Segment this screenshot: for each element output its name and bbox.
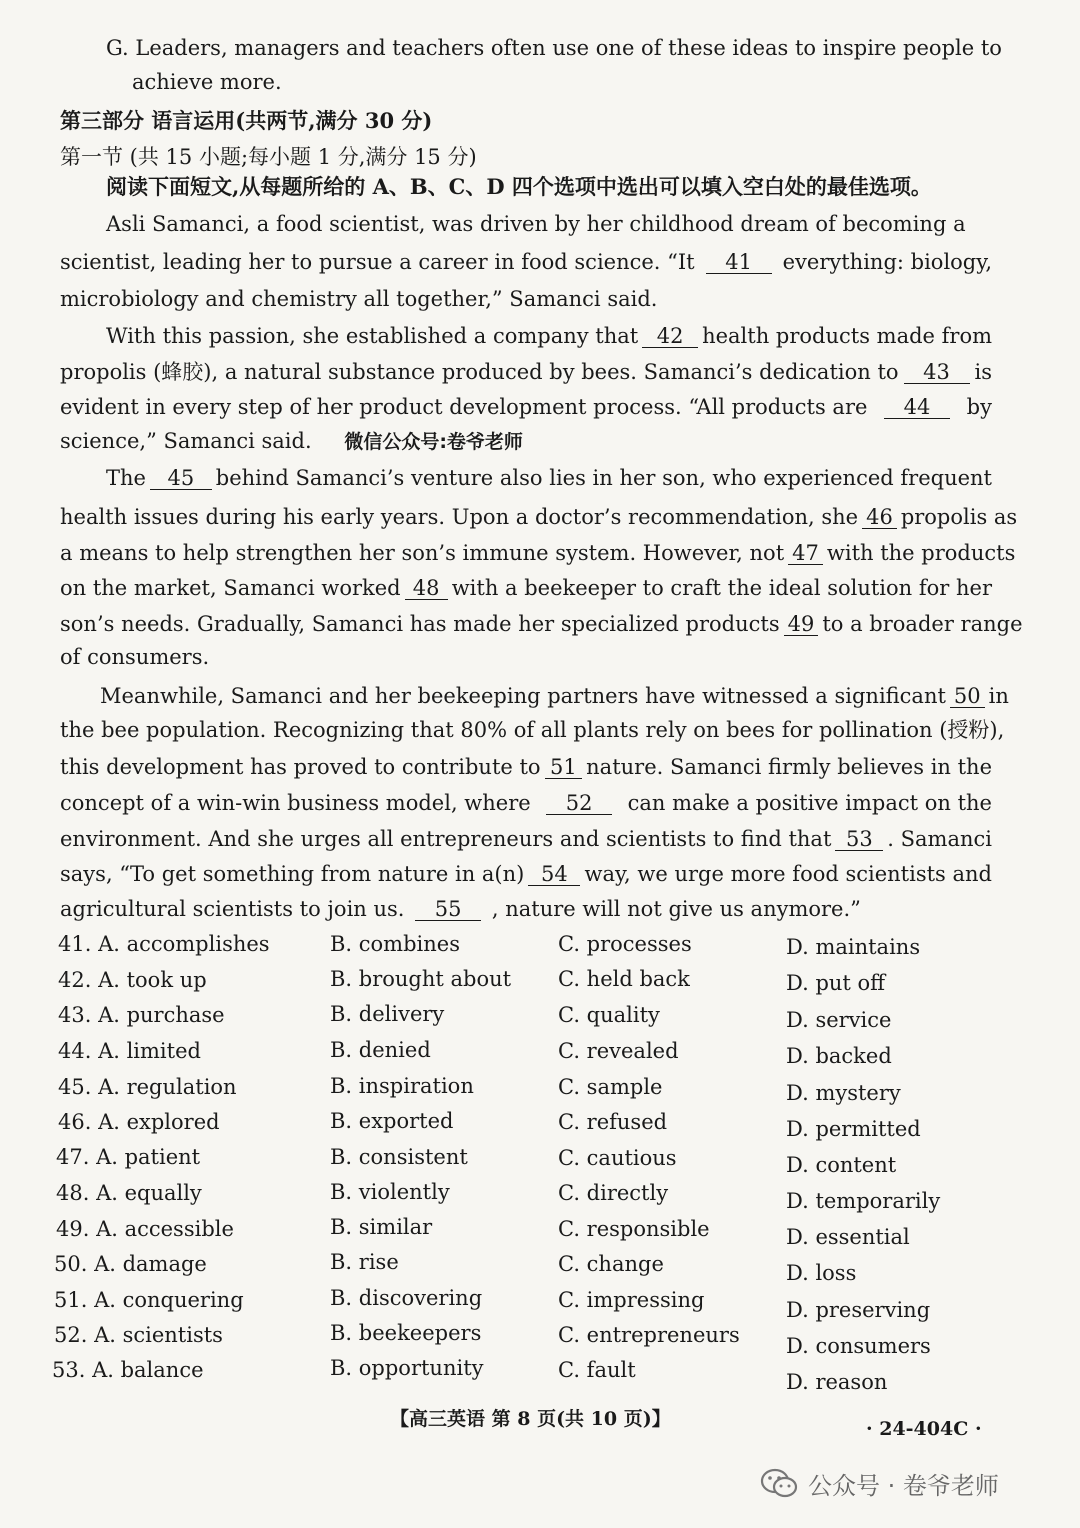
option-a: 50. A. damage xyxy=(54,1252,207,1276)
passage-text: son’s needs. Gradually, Samanci has made her specialized products xyxy=(60,612,780,636)
option-a: 46. A. explored xyxy=(58,1110,220,1134)
option-d: D. put off xyxy=(786,971,886,995)
passage-text: science,” Samanci said. xyxy=(60,429,312,453)
passage-text: propolis as xyxy=(900,505,1018,529)
option-d: D. temporarily xyxy=(786,1189,941,1213)
option-b: B. discovering xyxy=(330,1286,483,1310)
option-b: B. violently xyxy=(330,1180,450,1204)
passage-line xyxy=(60,431,523,452)
passage-text: propolis (蜂胶), a natural substance produced by bees. Samanci’s dedication to xyxy=(60,360,899,384)
option-c: C. refused xyxy=(558,1110,668,1134)
option-c: C. impressing xyxy=(558,1288,705,1312)
wechat-badge xyxy=(760,1466,999,1501)
passage-text: behind Samanci’s venture also lies in her son, who experienced frequent xyxy=(215,466,992,490)
passage-text: is xyxy=(974,360,992,384)
passage-text: With this passion, she established a company that xyxy=(106,324,639,348)
option-b: B. similar xyxy=(330,1215,433,1239)
passage-line xyxy=(60,252,992,274)
passage-text: by xyxy=(966,395,992,419)
option-a: 52. A. scientists xyxy=(54,1323,223,1347)
passage-text: says, “To get something from nature in a(n) xyxy=(60,862,525,886)
blank-54: 54 xyxy=(528,864,580,886)
passage-text: can make a positive impact on the xyxy=(627,791,992,815)
blank-55: 55 xyxy=(415,899,481,921)
passage-line xyxy=(60,718,1005,742)
blank-50: 50 xyxy=(950,686,985,708)
passage-text: The xyxy=(106,466,146,490)
blank-41: 41 xyxy=(706,252,772,274)
passage-line xyxy=(100,684,1009,708)
passage-line xyxy=(60,541,1016,565)
option-b: B. exported xyxy=(330,1109,454,1133)
passage-line xyxy=(60,899,861,921)
option-d: D. loss xyxy=(786,1261,857,1285)
option-c: C. revealed xyxy=(558,1039,679,1063)
passage-text: microbiology and chemistry all together,” Samanci said. xyxy=(60,287,658,311)
passage-text: health products made from xyxy=(702,324,992,348)
blank-43: 43 xyxy=(904,362,970,384)
passage-line xyxy=(106,214,992,235)
blank-51: 51 xyxy=(545,757,583,779)
passage-text: this development has proved to contribute to xyxy=(60,755,541,779)
exam-code: · 24-404C · xyxy=(866,1418,982,1440)
passage-line xyxy=(60,397,992,419)
watermark-text: 微信公众号:卷爷老师 xyxy=(344,431,523,453)
blank-46: 46 xyxy=(862,507,897,529)
option-a: 44. A. limited xyxy=(58,1039,201,1063)
option-d: D. permitted xyxy=(786,1117,921,1141)
passage-text: in xyxy=(988,684,1009,708)
option-d: D. maintains xyxy=(786,935,921,959)
option-a: 43. A. purchase xyxy=(58,1003,225,1027)
option-c: C. held back xyxy=(558,967,690,991)
option-g-line2: achieve more. xyxy=(132,70,282,94)
option-d: D. essential xyxy=(786,1225,910,1249)
passage-text: of consumers. xyxy=(60,645,210,669)
option-b: B. denied xyxy=(330,1038,431,1062)
blank-42: 42 xyxy=(642,326,698,348)
passage-text: on the market, Samanci worked xyxy=(60,576,401,600)
passage-line xyxy=(60,362,992,384)
part-title: 第三部分 语言运用(共两节,满分 30 分) xyxy=(60,108,433,133)
option-d: D. consumers xyxy=(786,1334,931,1358)
passage-text: nature. Samanci firmly believes in the xyxy=(586,755,992,779)
option-b: B. delivery xyxy=(330,1002,445,1026)
blank-48: 48 xyxy=(405,578,448,600)
option-c: C. quality xyxy=(558,1003,660,1027)
passage-text: a means to help strengthen her son’s immune system. However, not xyxy=(60,541,785,565)
passage-text: to a broader range xyxy=(822,612,1023,636)
option-d: D. preserving xyxy=(786,1298,931,1322)
option-d: D. mystery xyxy=(786,1081,901,1105)
passage-line xyxy=(60,757,992,779)
passage-text: with the products xyxy=(826,541,1016,565)
option-b: B. brought about xyxy=(330,967,512,991)
page-label: 【高三英语 第 8 页(共 10 页)】 xyxy=(390,1408,671,1430)
instruction: 阅读下面短文,从每题所给的 A、B、C、D 四个选项中选出可以填入空白处的最佳选项。 xyxy=(106,174,932,199)
option-c: C. sample xyxy=(558,1075,663,1099)
option-d: D. backed xyxy=(786,1044,892,1068)
passage-line xyxy=(60,864,992,886)
passage-text: scientist, leading her to pursue a career in food science. “It xyxy=(60,250,695,274)
passage-line xyxy=(60,578,992,600)
blank-53: 53 xyxy=(835,829,883,851)
option-a: 49. A. accessible xyxy=(56,1217,234,1241)
option-d: D. service xyxy=(786,1008,892,1032)
option-b: B. combines xyxy=(330,932,460,956)
option-c: C. directly xyxy=(558,1181,669,1205)
passage-line xyxy=(60,829,992,851)
option-c: C. cautious xyxy=(558,1146,677,1170)
option-c: C. change xyxy=(558,1252,664,1276)
blank-47: 47 xyxy=(788,543,823,565)
passage-line xyxy=(60,793,992,815)
passage-text: environment. And she urges all entrepreneurs and scientists to find that xyxy=(60,827,832,851)
passage-line xyxy=(60,505,1018,529)
passage-line xyxy=(60,612,1023,636)
option-b: B. inspiration xyxy=(330,1074,474,1098)
blank-52: 52 xyxy=(546,793,612,815)
option-g-line1: G. Leaders, managers and teachers often use one of these ideas to inspire people to xyxy=(106,36,1002,60)
option-a: 42. A. took up xyxy=(58,968,207,992)
blank-49: 49 xyxy=(784,614,819,636)
option-c: C. fault xyxy=(558,1358,636,1382)
wechat-label: 公众号 · 卷爷老师 xyxy=(808,1472,999,1500)
option-c: C. responsible xyxy=(558,1217,710,1241)
option-d: D. content xyxy=(786,1153,897,1177)
subsection-title: 第一节 (共 15 小题;每小题 1 分,满分 15 分) xyxy=(60,145,477,169)
option-b: B. beekeepers xyxy=(330,1321,482,1345)
passage-text: way, we urge more food scientists and xyxy=(584,862,992,886)
wechat-icon xyxy=(760,1468,798,1500)
passage-text: concept of a win-win business model, where xyxy=(60,791,531,815)
passage-line xyxy=(106,468,992,490)
option-b: B. consistent xyxy=(330,1145,468,1169)
option-a: 48. A. equally xyxy=(56,1181,202,1205)
option-c: C. processes xyxy=(558,932,692,956)
passage-text: Asli Samanci, a food scientist, was driven by her childhood dream of becoming a xyxy=(106,212,966,236)
option-c: C. entrepreneurs xyxy=(558,1323,740,1347)
passage-text: Meanwhile, Samanci and her beekeeping partners have witnessed a significant xyxy=(100,684,946,708)
passage-text: health issues during his early years. Upon a doctor’s recommendation, she xyxy=(60,505,859,529)
passage-text: with a beekeeper to craft the ideal solution for her xyxy=(451,576,992,600)
option-a: 47. A. patient xyxy=(56,1145,201,1169)
passage-text: , nature will not give us anymore.” xyxy=(491,897,861,921)
blank-44: 44 xyxy=(884,397,950,419)
passage-text: . Samanci xyxy=(887,827,992,851)
option-a: 41. A. accomplishes xyxy=(58,932,270,956)
option-d: D. reason xyxy=(786,1370,888,1394)
passage-text: everything: biology, xyxy=(782,250,992,274)
option-b: B. opportunity xyxy=(330,1356,484,1380)
option-b: B. rise xyxy=(330,1250,399,1274)
option-a: 45. A. regulation xyxy=(58,1075,237,1099)
passage-text: agricultural scientists to join us. xyxy=(60,897,405,921)
blank-45: 45 xyxy=(150,468,212,490)
option-a: 53. A. balance xyxy=(52,1358,204,1382)
passage-line xyxy=(106,326,992,348)
passage-text: the bee population. Recognizing that 80% of all plants rely on bees for pollination (授粉), xyxy=(60,718,1005,742)
option-a: 51. A. conquering xyxy=(54,1288,244,1312)
passage-text: evident in every step of her product development process. “All products are xyxy=(60,395,868,419)
